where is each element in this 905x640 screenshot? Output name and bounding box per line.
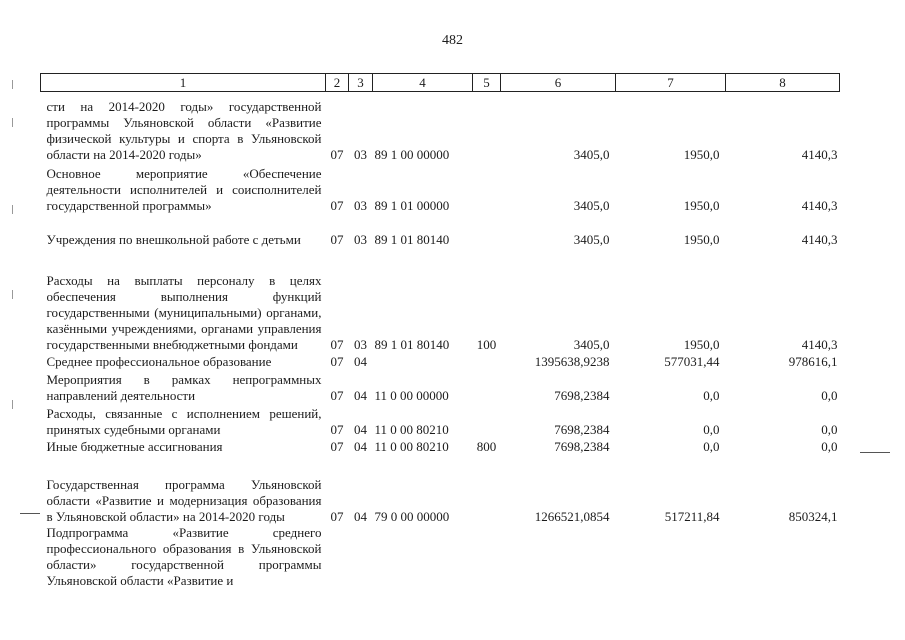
- cell-subsection: 03: [354, 197, 367, 213]
- scan-margin-mark: [12, 400, 13, 409]
- cell-expense-type: [473, 370, 501, 404]
- row-description: Иные бюджетные ассигнования: [46, 438, 223, 454]
- cell-expense-type: [473, 92, 501, 163]
- cell-section: 07: [330, 421, 344, 437]
- cell-section: 07: [330, 146, 344, 162]
- cell-amount-7: 0,0: [703, 387, 720, 403]
- row-description: Расходы, связанные с исполнением решений, принятых судебными органами: [46, 405, 322, 437]
- cell-amount-7: 0,0: [703, 438, 720, 454]
- scan-margin-mark: [12, 118, 13, 127]
- cell-section: 07: [330, 197, 344, 213]
- cell-section: 07: [330, 353, 344, 369]
- cell-target-code: 89 1 01 80140: [374, 231, 450, 247]
- cell-amount-8: 850324,1: [788, 508, 838, 524]
- table-row: [41, 163, 840, 214]
- cell-amount-6: [501, 525, 616, 595]
- cell-amount-7: 1950,0: [683, 197, 720, 213]
- budget-table: [40, 73, 840, 595]
- cell-subsection: 04: [354, 353, 367, 369]
- cell-amount-8: 4140,3: [801, 336, 838, 352]
- cell-amount-6: 7698,2384: [554, 387, 610, 403]
- cell-expense-type: [473, 404, 501, 438]
- cell-amount-6: 1266521,0854: [534, 508, 610, 524]
- col-header-4: 4: [373, 74, 473, 92]
- table-row: [41, 370, 840, 404]
- table-row: [41, 214, 840, 248]
- cell-target-code: 11 0 00 80210: [374, 438, 449, 454]
- col-header-8: 8: [726, 74, 840, 92]
- cell-amount-6: 3405,0: [573, 231, 610, 247]
- cell-subsection: 04: [354, 387, 367, 403]
- row-description: Мероприятия в рамках непрограммных направлений деятельности: [46, 371, 322, 403]
- cell-target-code: 79 0 00 00000: [374, 508, 450, 524]
- cell-expense-type: [473, 525, 501, 595]
- cell-amount-6: 7698,2384: [554, 438, 610, 454]
- cell-amount-8: 4140,3: [801, 197, 838, 213]
- scan-margin-mark: [12, 80, 13, 89]
- cell-expense-type: [473, 163, 501, 214]
- cell-section: 07: [330, 336, 344, 352]
- scan-divider: [20, 513, 40, 514]
- cell-expense-type: [473, 353, 501, 370]
- col-header-1: 1: [41, 74, 326, 92]
- table-row: [41, 248, 840, 353]
- cell-target-code: 89 1 01 00000: [374, 197, 450, 213]
- cell-amount-7: 0,0: [703, 421, 720, 437]
- cell-amount-6: 1395638,9238: [534, 353, 610, 369]
- cell-section: [326, 525, 349, 595]
- col-header-3: 3: [349, 74, 373, 92]
- cell-amount-6: 7698,2384: [554, 421, 610, 437]
- cell-subsection: 04: [354, 421, 367, 437]
- cell-amount-7: 517211,84: [664, 508, 720, 524]
- col-header-6: 6: [501, 74, 616, 92]
- cell-amount-7: 1950,0: [683, 231, 720, 247]
- row-description: Расходы на выплаты персоналу в целях обеспечения выполнения функций государственными (муниципальными) органами, казёнными учреждениями, органами управления государственными внебюджетными фондами: [46, 272, 322, 352]
- cell-amount-7: 577031,44: [664, 353, 720, 369]
- scan-margin-mark: [12, 205, 13, 214]
- table-header-row: [41, 74, 840, 92]
- cell-amount-6: 3405,0: [573, 146, 610, 162]
- cell-target-code: 11 0 00 00000: [374, 387, 449, 403]
- cell-target-code: 11 0 00 80210: [374, 421, 449, 437]
- cell-expense-type: 800: [476, 438, 497, 454]
- cell-expense-type: [473, 214, 501, 248]
- row-description: Государственная программа Ульяновской области «Развитие и модернизация образования в Ульяновской области» на 2014-2020 годы: [46, 476, 322, 524]
- cell-subsection: [349, 525, 373, 595]
- cell-target-code: [373, 525, 473, 595]
- cell-section: 07: [330, 231, 344, 247]
- table-row: [41, 455, 840, 525]
- table-row: [41, 353, 840, 370]
- row-description: сти на 2014-2020 годы» государственной программы Ульяновской области «Развитие физической культуры и спорта в Ульяновской области на 2014-2020 годы»: [46, 98, 322, 162]
- cell-expense-type: 100: [476, 336, 497, 352]
- cell-subsection: 04: [354, 438, 367, 454]
- cell-subsection: 03: [354, 146, 367, 162]
- col-header-7: 7: [616, 74, 726, 92]
- cell-section: 07: [330, 438, 344, 454]
- cell-amount-8: 0,0: [821, 438, 838, 454]
- cell-amount-6: 3405,0: [573, 336, 610, 352]
- table-row: [41, 404, 840, 438]
- table-row: [41, 92, 840, 163]
- table-row: [41, 438, 840, 455]
- cell-expense-type: [473, 455, 501, 525]
- row-description: Подпрограмма «Развитие среднего профессионального образования в Ульяновской области» государственной программы Ульяновской области «Развитие и: [46, 524, 322, 588]
- table-row: [41, 525, 840, 595]
- cell-amount-8: 0,0: [821, 387, 838, 403]
- cell-amount-6: 3405,0: [573, 197, 610, 213]
- cell-section: 07: [330, 508, 344, 524]
- scan-margin-mark: [12, 290, 13, 299]
- cell-amount-7: [616, 525, 726, 595]
- row-description: Среднее профессиональное образование: [46, 353, 272, 369]
- scan-divider: [860, 452, 890, 453]
- cell-target-code: [373, 353, 473, 370]
- col-header-5: 5: [473, 74, 501, 92]
- cell-amount-8: 4140,3: [801, 146, 838, 162]
- cell-amount-8: 4140,3: [801, 231, 838, 247]
- cell-amount-8: [726, 525, 840, 595]
- cell-amount-8: 0,0: [821, 421, 838, 437]
- col-header-2: 2: [326, 74, 349, 92]
- cell-subsection: 04: [354, 508, 367, 524]
- row-description: Учреждения по внешкольной работе с детьми: [46, 231, 301, 247]
- cell-target-code: 89 1 01 80140: [374, 336, 450, 352]
- cell-amount-7: 1950,0: [683, 336, 720, 352]
- cell-subsection: 03: [354, 231, 367, 247]
- cell-target-code: 89 1 00 00000: [374, 146, 450, 162]
- cell-amount-8: 978616,1: [788, 353, 838, 369]
- cell-amount-7: 1950,0: [683, 146, 720, 162]
- page-number: 482: [442, 33, 463, 48]
- cell-section: 07: [330, 387, 344, 403]
- cell-subsection: 03: [354, 336, 367, 352]
- row-description: Основное мероприятие «Обеспечение деятельности исполнителей и соисполнителей государственной программы»: [46, 165, 322, 213]
